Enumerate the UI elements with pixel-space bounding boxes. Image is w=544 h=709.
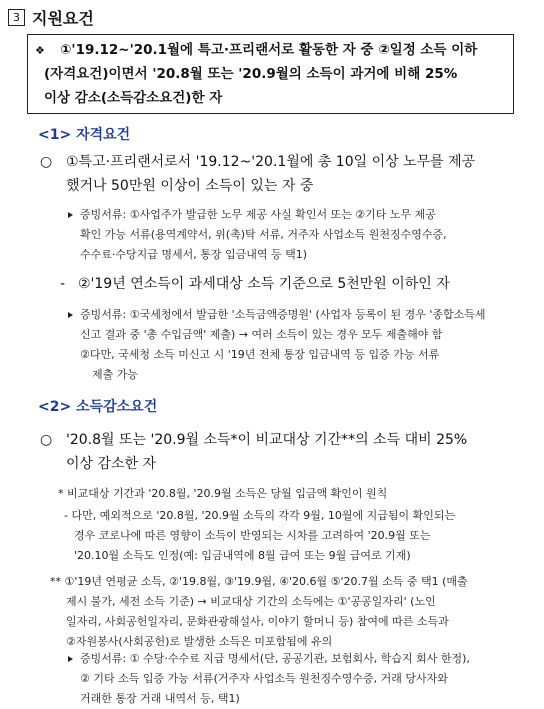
evidence-2-line-3: ②다만, 국세청 소득 미신고 시 '19년 전체 통장 입금내역 등 입증 가능 서류 [80, 348, 440, 361]
note-1-line-1: * 비교대상 기간과 '20.8월, '20.9월 소득은 당월 입금액 확인이 원칙 [58, 487, 388, 500]
circle-marker: ○ [40, 154, 53, 170]
subsection-title-income-decline: <2> 소득감소요건 [38, 399, 158, 415]
income-item-line-1: '20.8월 또는 '20.9월 소득*이 비교대상 기간**의 소득 대비 25% [66, 432, 468, 448]
dash-marker: - [60, 276, 66, 292]
note-2-line-4: ②자원봉사(사회공헌)로 발생한 소득은 미포함됨에 유의 [66, 635, 333, 648]
evidence-2-line-1: 증빙서류: ①국세청에서 발급한 '소득금액증명원' (사업자 등록이 된 경우 '종합소득세 [80, 308, 486, 321]
evidence-1-line-3: 수수료·수당지급 명세서, 통장 입금내역 등 택1) [80, 248, 308, 261]
triangle-bullet-icon [68, 212, 73, 218]
summary-line-1: ①'19.12~'20.1월에 특고·프리랜서로 활동한 자 중 ②일정 소득 이하 [60, 42, 478, 58]
note-2-line-3: 일자리, 사회공헌일자리, 문화관광해설사, 이야기 할머니 등) 참여에 따른 소득과 [66, 615, 449, 628]
evidence-1-line-2: 확인 가능 서류(용역계약서, 위(촉)탁 서류, 거주자 사업소득 원천징수영수증, [80, 228, 447, 241]
evidence-2-line-4: 제출 가능 [92, 368, 139, 381]
summary-line-3: 이상 감소(소득감소요건)한 자 [44, 90, 223, 106]
note-2-line-1: ** ①'19년 연평균 소득, ②'19.8월, ③'19.9월, ④'20.6월 ⑤'20.7월 소득 중 택1 (매출 [50, 575, 468, 588]
note-1-sub-2: 경우 코로나에 따른 영향이 소득이 반영되는 시차를 고려하여 '20.9월 또는 [74, 529, 431, 542]
evidence-2-line-2: 신고 결과 중 '총 수입금액' 제출) → 여러 소득이 있는 경우 모두 제출해야 함 [80, 328, 443, 341]
subsection-title-eligibility: <1> 자격요건 [38, 127, 131, 143]
summary-box [27, 34, 514, 114]
eligibility-item-2: ②'19년 연소득이 과세대상 소득 기준으로 5천만원 이하인 자 [78, 276, 450, 292]
evidence-3-line-2: ② 기타 소득 입증 가능 서류(거주자 사업소득 원천징수영수증, 거래 당사자와 [80, 672, 448, 685]
evidence-1-line-1: 증빙서류: ①사업주가 발급한 노무 제공 사실 확인서 또는 ②기타 노무 제공 [80, 208, 436, 221]
income-item-line-2: 이상 감소한 자 [66, 456, 157, 472]
eligibility-item-1-line-1: ①특고·프리랜서로서 '19.12~'20.1월에 총 10일 이상 노무를 제공 [66, 154, 476, 170]
diamond-bullet-icon: ❖ [35, 44, 45, 57]
summary-line-2: (자격요건)이면서 '20.8월 또는 '20.9월의 소득이 과거에 비해 25% [44, 66, 458, 82]
eligibility-item-1-line-2: 했거나 50만원 이상이 소득이 있는 자 중 [66, 178, 314, 194]
triangle-bullet-icon [68, 656, 73, 662]
evidence-3-line-1: 증빙서류: ① 수당·수수료 지급 명세서(단, 공공기관, 보험회사, 학습지 회사 한정), [80, 652, 470, 665]
section-title: 지원요건 [32, 9, 94, 28]
note-1-sub-3: '20.10월 소득도 인정(예: 입금내역에 8월 급여 또는 9월 급여로 기재) [74, 549, 411, 562]
section-header [8, 6, 94, 29]
evidence-3-line-3: 거래한 통장 거래 내역서 등, 택1) [80, 692, 240, 705]
triangle-bullet-icon [68, 312, 73, 318]
section-number-box: 3 [8, 9, 25, 26]
circle-marker: ○ [40, 432, 53, 448]
note-2-line-2: 제시 불가, 세전 소득 기준) → 비교대상 기간의 소득에는 ①'공공일자리' (노인 [66, 595, 436, 608]
note-1-sub-1: - 다만, 예외적으로 '20.8월, '20.9월 소득의 각각 9월, 10월에 지급됨이 확인되는 [64, 509, 456, 522]
